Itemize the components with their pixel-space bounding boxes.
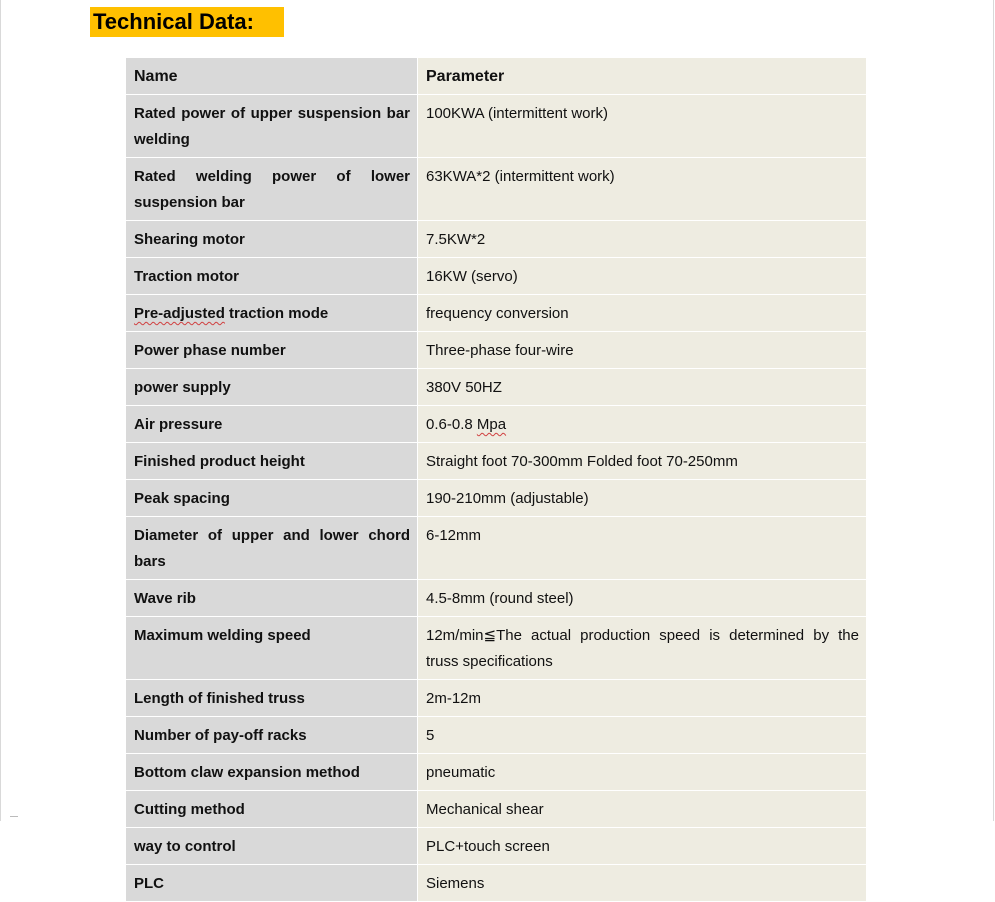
row-name: way to control bbox=[126, 828, 418, 865]
row-name: Diameter of upper and lower chord bars bbox=[126, 517, 418, 580]
row-parameter: 12m/min≦The actual production speed is determined by the truss specifications bbox=[418, 617, 867, 680]
table-row bbox=[126, 332, 867, 369]
technical-data-table bbox=[125, 57, 867, 902]
row-name: Rated welding power of lower suspension bar bbox=[126, 158, 418, 221]
row-parameter: frequency conversion bbox=[418, 295, 867, 332]
table-row bbox=[126, 617, 867, 680]
row-parameter: 4.5-8mm (round steel) bbox=[418, 580, 867, 617]
table-row bbox=[126, 221, 867, 258]
table-header-row bbox=[126, 58, 867, 95]
row-parameter: 2m-12m bbox=[418, 680, 867, 717]
spellcheck-underlined-text: Pre-adjusted bbox=[134, 305, 225, 322]
table-row bbox=[126, 443, 867, 480]
table-row bbox=[126, 158, 867, 221]
section-heading: Technical Data: bbox=[90, 7, 284, 37]
table-row bbox=[126, 865, 867, 902]
row-parameter: Three-phase four-wire bbox=[418, 332, 867, 369]
table-row bbox=[126, 406, 867, 443]
row-name: Traction motor bbox=[126, 258, 418, 295]
row-parameter bbox=[418, 406, 867, 443]
row-name: Number of pay-off racks bbox=[126, 717, 418, 754]
row-name: power supply bbox=[126, 369, 418, 406]
row-name: Rated power of upper suspension bar welding bbox=[126, 95, 418, 158]
row-name: Finished product height bbox=[126, 443, 418, 480]
row-name: Air pressure bbox=[126, 406, 418, 443]
table-row bbox=[126, 828, 867, 865]
row-parameter: 380V 50HZ bbox=[418, 369, 867, 406]
row-name-rest: traction mode bbox=[224, 305, 329, 322]
row-name: Wave rib bbox=[126, 580, 418, 617]
column-header-name: Name bbox=[126, 58, 418, 95]
row-parameter: Siemens bbox=[418, 865, 867, 902]
table-row bbox=[126, 717, 867, 754]
spellcheck-underlined-text: Mpa bbox=[476, 416, 507, 433]
row-parameter: Mechanical shear bbox=[418, 791, 867, 828]
row-parameter: pneumatic bbox=[418, 754, 867, 791]
row-parameter: 6-12mm bbox=[418, 517, 867, 580]
row-name: Power phase number bbox=[126, 332, 418, 369]
row-parameter: 16KW (servo) bbox=[418, 258, 867, 295]
table-row bbox=[126, 295, 867, 332]
row-name: Bottom claw expansion method bbox=[126, 754, 418, 791]
row-name: Length of finished truss bbox=[126, 680, 418, 717]
row-parameter: 7.5KW*2 bbox=[418, 221, 867, 258]
table-row bbox=[126, 369, 867, 406]
table-row bbox=[126, 517, 867, 580]
table-row bbox=[126, 95, 867, 158]
table-row bbox=[126, 258, 867, 295]
row-parameter: 5 bbox=[418, 717, 867, 754]
table-row bbox=[126, 754, 867, 791]
page-corner-mark bbox=[10, 816, 18, 817]
row-parameter: PLC+touch screen bbox=[418, 828, 867, 865]
row-parameter: Straight foot 70-300mm Folded foot 70-250mm bbox=[418, 443, 867, 480]
row-parameter-value: 0.6-0.8 bbox=[426, 416, 477, 433]
table-row bbox=[126, 680, 867, 717]
row-parameter: 100KWA (intermittent work) bbox=[418, 95, 867, 158]
row-name: Shearing motor bbox=[126, 221, 418, 258]
table-row bbox=[126, 791, 867, 828]
table-row bbox=[126, 480, 867, 517]
row-name: Peak spacing bbox=[126, 480, 418, 517]
page-edge-right bbox=[993, 0, 994, 821]
column-header-parameter: Parameter bbox=[418, 58, 867, 95]
row-name: Cutting method bbox=[126, 791, 418, 828]
row-parameter: 190-210mm (adjustable) bbox=[418, 480, 867, 517]
table-row bbox=[126, 580, 867, 617]
row-parameter: 63KWA*2 (intermittent work) bbox=[418, 158, 867, 221]
row-name: Maximum welding speed bbox=[126, 617, 418, 680]
page-edge-left bbox=[0, 0, 1, 821]
row-name bbox=[126, 295, 418, 332]
row-name: PLC bbox=[126, 865, 418, 902]
